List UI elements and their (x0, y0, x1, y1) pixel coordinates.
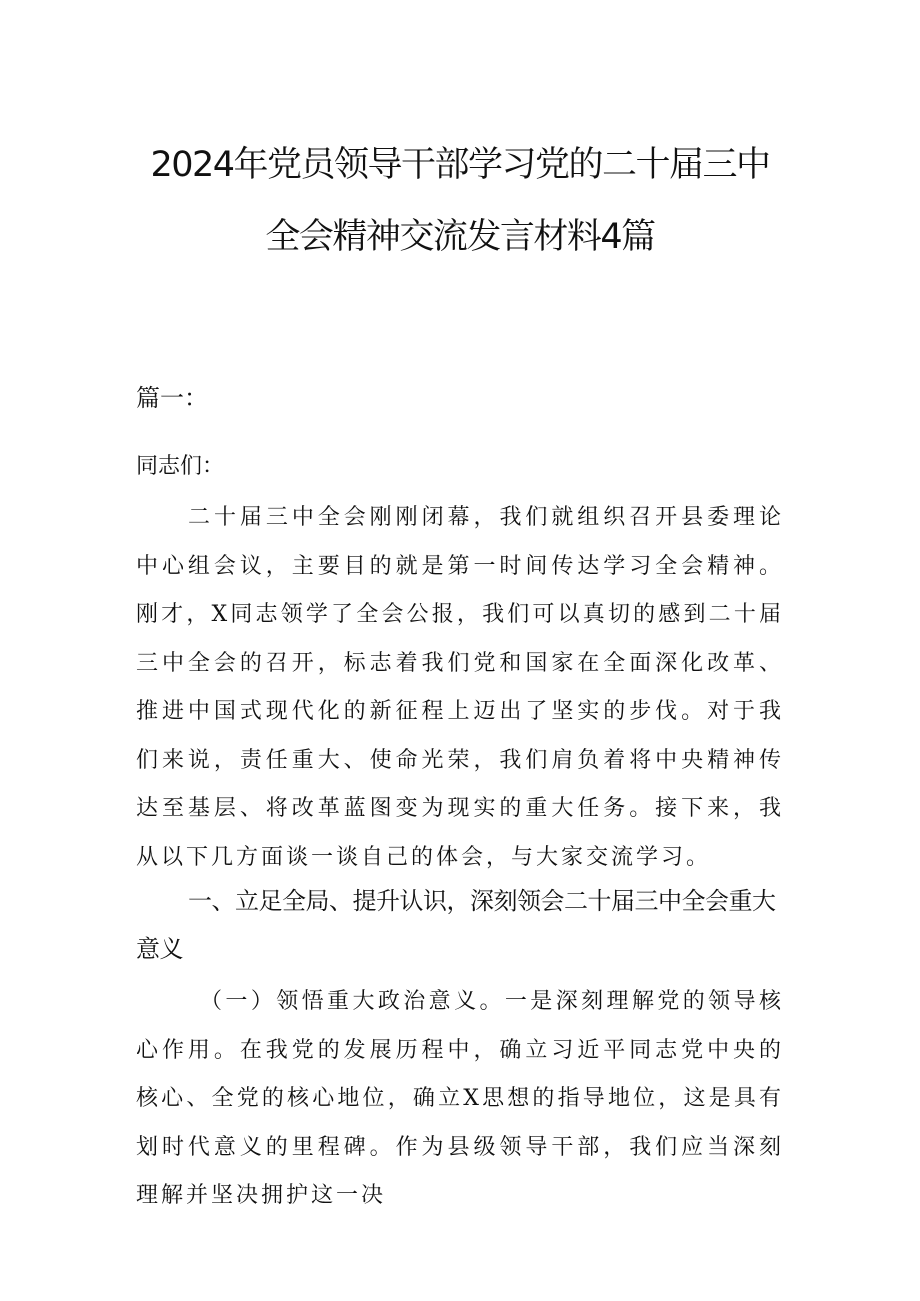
section-heading-1: 一、立足全局、提升认识，深刻领会二十届三中全会重大意义 (136, 887, 776, 963)
body-paragraph-1: 二十届三中全会刚刚闭幕，我们就组织召开县委理论中心组会议，主要目的就是第一时间传达学习全会精神。刚才，X同志领学了全会公报，我们可以真切的感到二十届三中全会的召开，标志着我们党和国家在全面深化改革、推进中国式现代化的新征程上迈出了坚实的步伐。对于我们来说，责任重大、使命光荣，我们肩负着将中央精神传达至基层、将改革蓝图变为现实的重大任务。接下来，我从以下几方面谈一谈自己的体会，与大家交流学习。 (136, 505, 784, 870)
body-paragraph-2: （一）领悟重大政治意义。一是深刻理解党的领导核心作用。在我党的发展历程中，确立习近平同志党中央的核心、全党的核心地位，确立X思想的指导地位，这是具有划时代意义的里程碑。作为县级领导干部，我们应当深刻理解并坚决拥护这一决 (136, 989, 784, 1208)
document-title-line-1: 2024年党员领导干部学习党的二十届三中 (150, 145, 770, 185)
document-title-line-2: 全会精神交流发言材料4篇 (265, 217, 655, 257)
greeting: 同志们： (136, 454, 225, 479)
part-label: 篇一： (136, 384, 208, 412)
